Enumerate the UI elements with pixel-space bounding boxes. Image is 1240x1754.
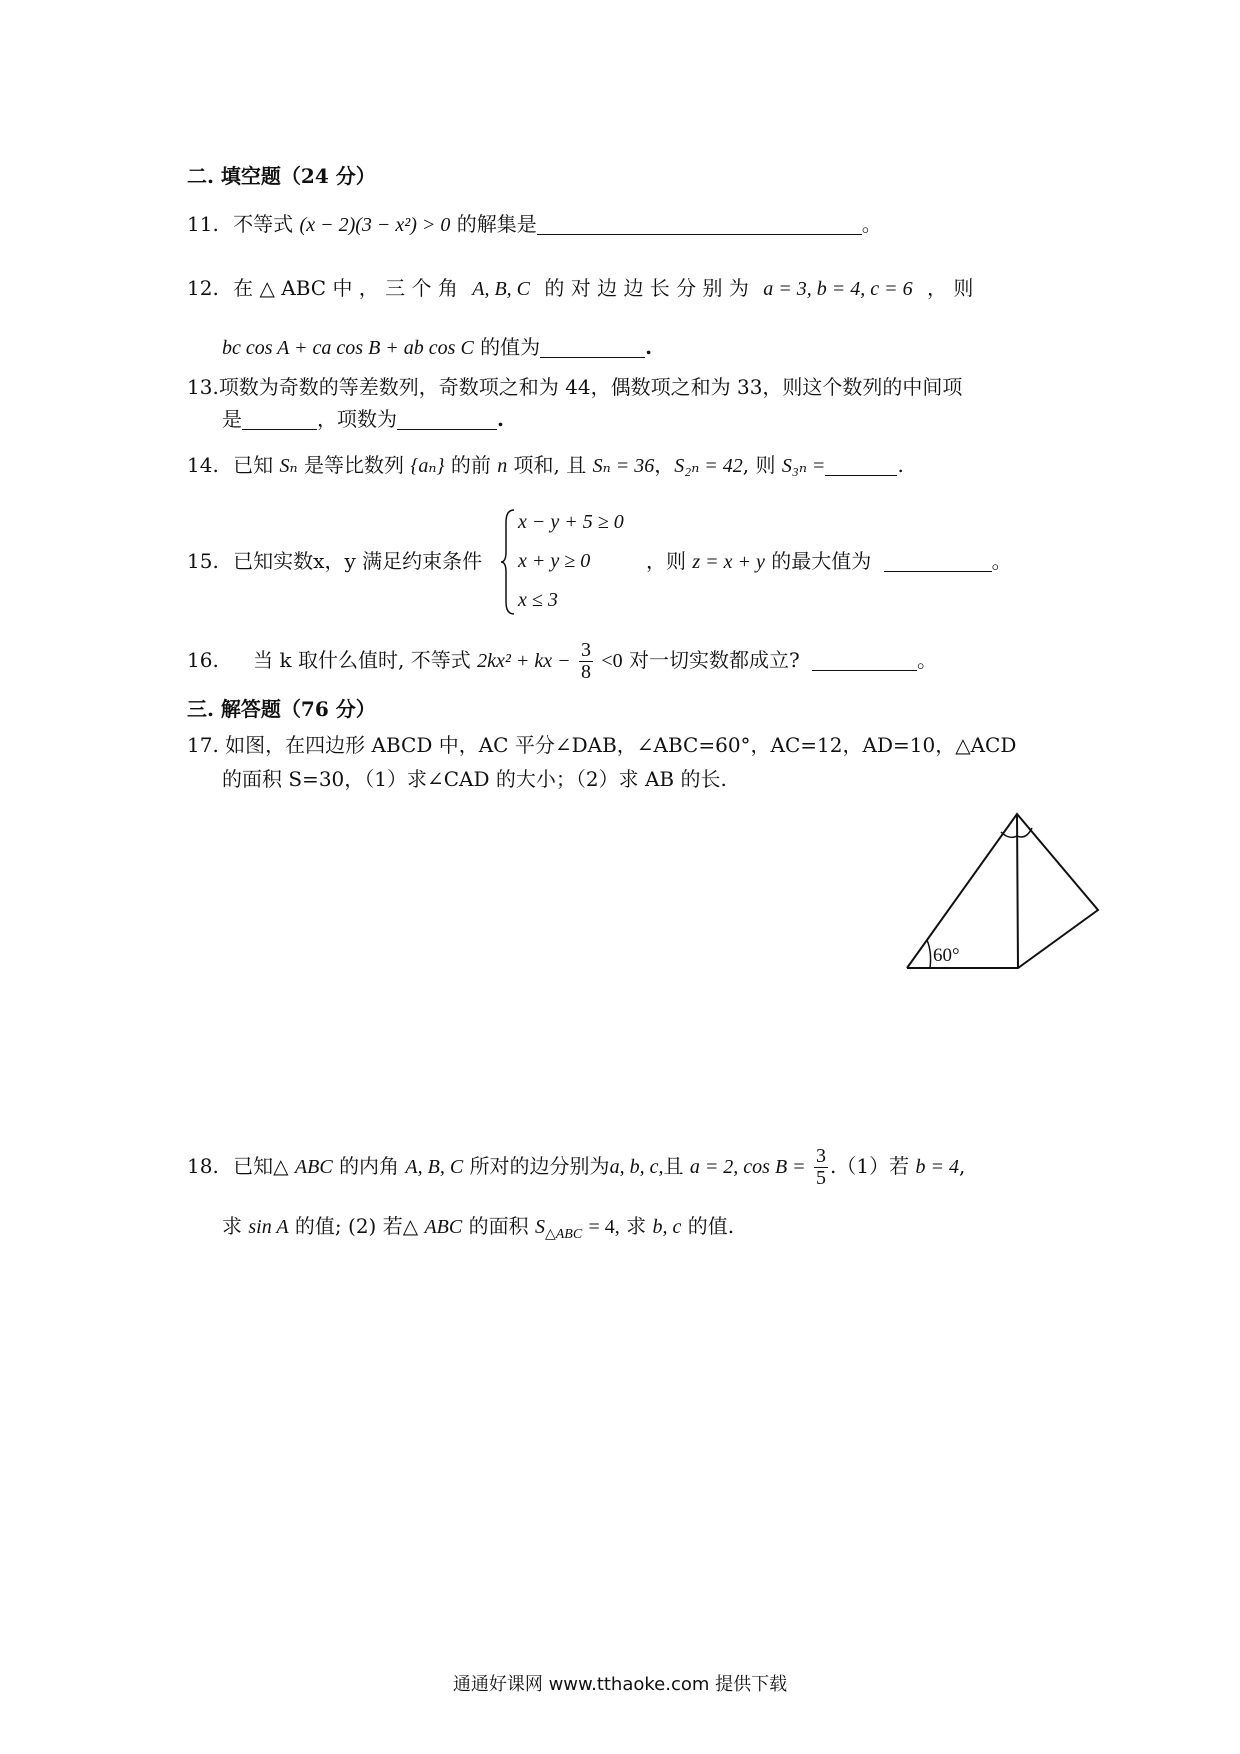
q18-sides: a, b, c,: [609, 1156, 664, 1178]
q14-n: n: [497, 455, 508, 477]
question-18-line-1: [187, 1146, 965, 1189]
left-brace-icon: [500, 508, 516, 616]
q16-less-than-zero: <0: [601, 650, 623, 672]
q12-number: 12.: [187, 276, 219, 300]
q17-number: 17.: [187, 733, 219, 757]
q12-value-text: 的值为: [480, 335, 541, 359]
q13-text: 项数为奇数的等差数列，奇数项之和为 44，偶数项之和为 33，则这个数列的中间项: [218, 375, 963, 399]
q14-g: 项和, 且: [513, 453, 587, 477]
q16-fraction-numerator: 3: [580, 639, 591, 661]
q13-end: .: [497, 407, 504, 431]
q16-expression: 2kx² + kx −: [477, 650, 571, 672]
q18-find-sides: b, c: [652, 1216, 682, 1238]
footer-credit: 通通好课网 www.tthaoke.com 提供下载: [452, 1674, 788, 1695]
q16-answer-blank: [812, 669, 917, 671]
section-3-heading: 三. 解答题（76 分）: [187, 697, 376, 721]
q14-i: ，: [654, 453, 675, 477]
q15-end: 。: [991, 549, 1012, 573]
question-13-line-2: [222, 407, 504, 431]
q12-side-values: a = 3, b = 4, c = 6: [763, 278, 913, 300]
q18-g: 且: [663, 1154, 684, 1178]
q16-trail: 对一切实数都成立?: [628, 648, 800, 672]
question-18-line-2: [222, 1214, 734, 1244]
q16-fraction-denominator: 8: [580, 661, 591, 683]
angle-60-label: 60°: [933, 945, 960, 966]
q11-trail: 的解集是: [456, 212, 537, 236]
q18-triangle-name: ABC: [294, 1156, 333, 1178]
q14-e: 的前: [450, 453, 491, 477]
question-12-line-2: [222, 335, 652, 360]
question-12-line-1: [187, 276, 973, 301]
question-17-line-1: [187, 733, 1016, 757]
angle-arc-60: [927, 940, 931, 968]
q16-number: 16.: [187, 648, 219, 672]
q13-line2-a: 是: [222, 407, 242, 431]
q14-an: {aₙ}: [410, 455, 445, 477]
q15-objective: [646, 549, 1012, 574]
q18-l2-j: 的值.: [687, 1214, 735, 1238]
question-13-line-1: [187, 375, 962, 399]
q18-c: 的内角: [339, 1154, 400, 1178]
q12-answer-blank: [540, 356, 645, 358]
q18-k: ,: [959, 1154, 966, 1178]
q18-l2-a: 求: [222, 1214, 242, 1238]
q18-number: 18.: [187, 1154, 219, 1178]
q12-text-a: 在 △ ABC 中 ， 三 个 角: [233, 276, 458, 300]
q14-end: .: [897, 453, 904, 477]
q15-constraint-1: x − y + 5 ≥ 0: [518, 511, 624, 533]
q16-end: 。: [917, 648, 938, 672]
q14-s3n: S₃ₙ =: [781, 455, 826, 477]
q15-number: 15.: [187, 549, 219, 573]
q12-angles: A, B, C: [472, 278, 531, 300]
q14-k: , 则: [742, 453, 776, 477]
q11-lead: 不等式: [233, 212, 294, 236]
question-16: [187, 640, 937, 683]
q11-end: 。: [861, 212, 882, 236]
q18-angles: A, B, C: [405, 1156, 464, 1178]
q18-l2-triangle: ABC: [424, 1216, 463, 1238]
q13-line2-b: ，项数为: [317, 407, 397, 431]
q18-l2-e: 的面积: [468, 1214, 529, 1238]
q17-text-1: 如图，在四边形 ABCD 中，AC 平分∠DAB，∠ABC=60°，AC=12，AD=10，△ACD: [225, 733, 1017, 757]
question-11: [187, 212, 882, 237]
q12-end: .: [645, 335, 653, 359]
q14-answer-blank: [825, 474, 897, 476]
q16-fraction: [579, 640, 593, 683]
q14-s2n-value: S₂ₙ = 42: [674, 455, 743, 477]
q12-text-c: 的 对 边 边 长 分 别 为: [544, 276, 749, 300]
q14-sn-value: Sₙ = 36: [592, 455, 655, 477]
q14-c: 是等比数列: [304, 453, 404, 477]
q11-math: (x − 2)(3 − x²) > 0: [299, 214, 451, 236]
q15-answer-blank: [884, 570, 992, 572]
q18-sin-a: sin A: [248, 1216, 289, 1238]
section-2-heading: 二. 填空题（24 分）: [187, 164, 376, 188]
q18-given: a = 2, cos B =: [689, 1156, 806, 1178]
q15-trail: 的最大值为: [771, 549, 872, 573]
question-14: [187, 453, 904, 478]
q15-constraint-3: x ≤ 3: [518, 589, 558, 611]
q11-number: 11.: [187, 212, 219, 236]
q14-sn: Sₙ: [279, 455, 298, 477]
q14-number: 14.: [187, 453, 219, 477]
q15-mid: ，则: [646, 549, 686, 573]
q15-expression: z = x + y: [692, 551, 765, 573]
q13-blank-term-count: [397, 428, 497, 430]
q18-fraction: [814, 1146, 828, 1189]
q14-a: 已知: [233, 453, 274, 477]
q12-text-e: ， 则: [926, 276, 974, 300]
q18-area-value: = 4,: [588, 1216, 620, 1238]
quadrilateral-figure: [905, 808, 1105, 978]
q18-area-subscript: △ABC: [544, 1227, 583, 1242]
q16-lead: 当 k 取什么值时, 不等式: [253, 648, 471, 672]
q18-fraction-denominator: 5: [816, 1167, 827, 1189]
q15-lead: 已知实数x，y 满足约束条件: [233, 549, 483, 573]
q18-fraction-numerator: 3: [816, 1145, 827, 1167]
q12-expression: bc cos A + ca cos B + ab cos C: [222, 337, 474, 359]
question-17-line-2: 的面积 S=30，（1）求∠CAD 的大小；（2）求 AB 的长.: [222, 767, 727, 791]
q18-l2-c: 的值; (2) 若△: [294, 1214, 419, 1238]
q18-e: 所对的边分别为: [469, 1154, 610, 1178]
q15-constraint-2: x + y ≥ 0: [518, 550, 591, 572]
q11-answer-blank: [537, 233, 862, 235]
q18-a: 已知△: [233, 1154, 289, 1178]
q13-blank-middle-term: [242, 428, 317, 430]
q18-i: .（1）若: [830, 1154, 910, 1178]
q18-area-symbol: S: [534, 1216, 545, 1238]
question-15: [187, 549, 482, 573]
q18-b-value: b = 4: [915, 1156, 959, 1178]
q13-number: 13.: [187, 375, 219, 399]
q18-l2-h: 求: [626, 1214, 647, 1238]
q15-constraint-system: [500, 508, 660, 620]
